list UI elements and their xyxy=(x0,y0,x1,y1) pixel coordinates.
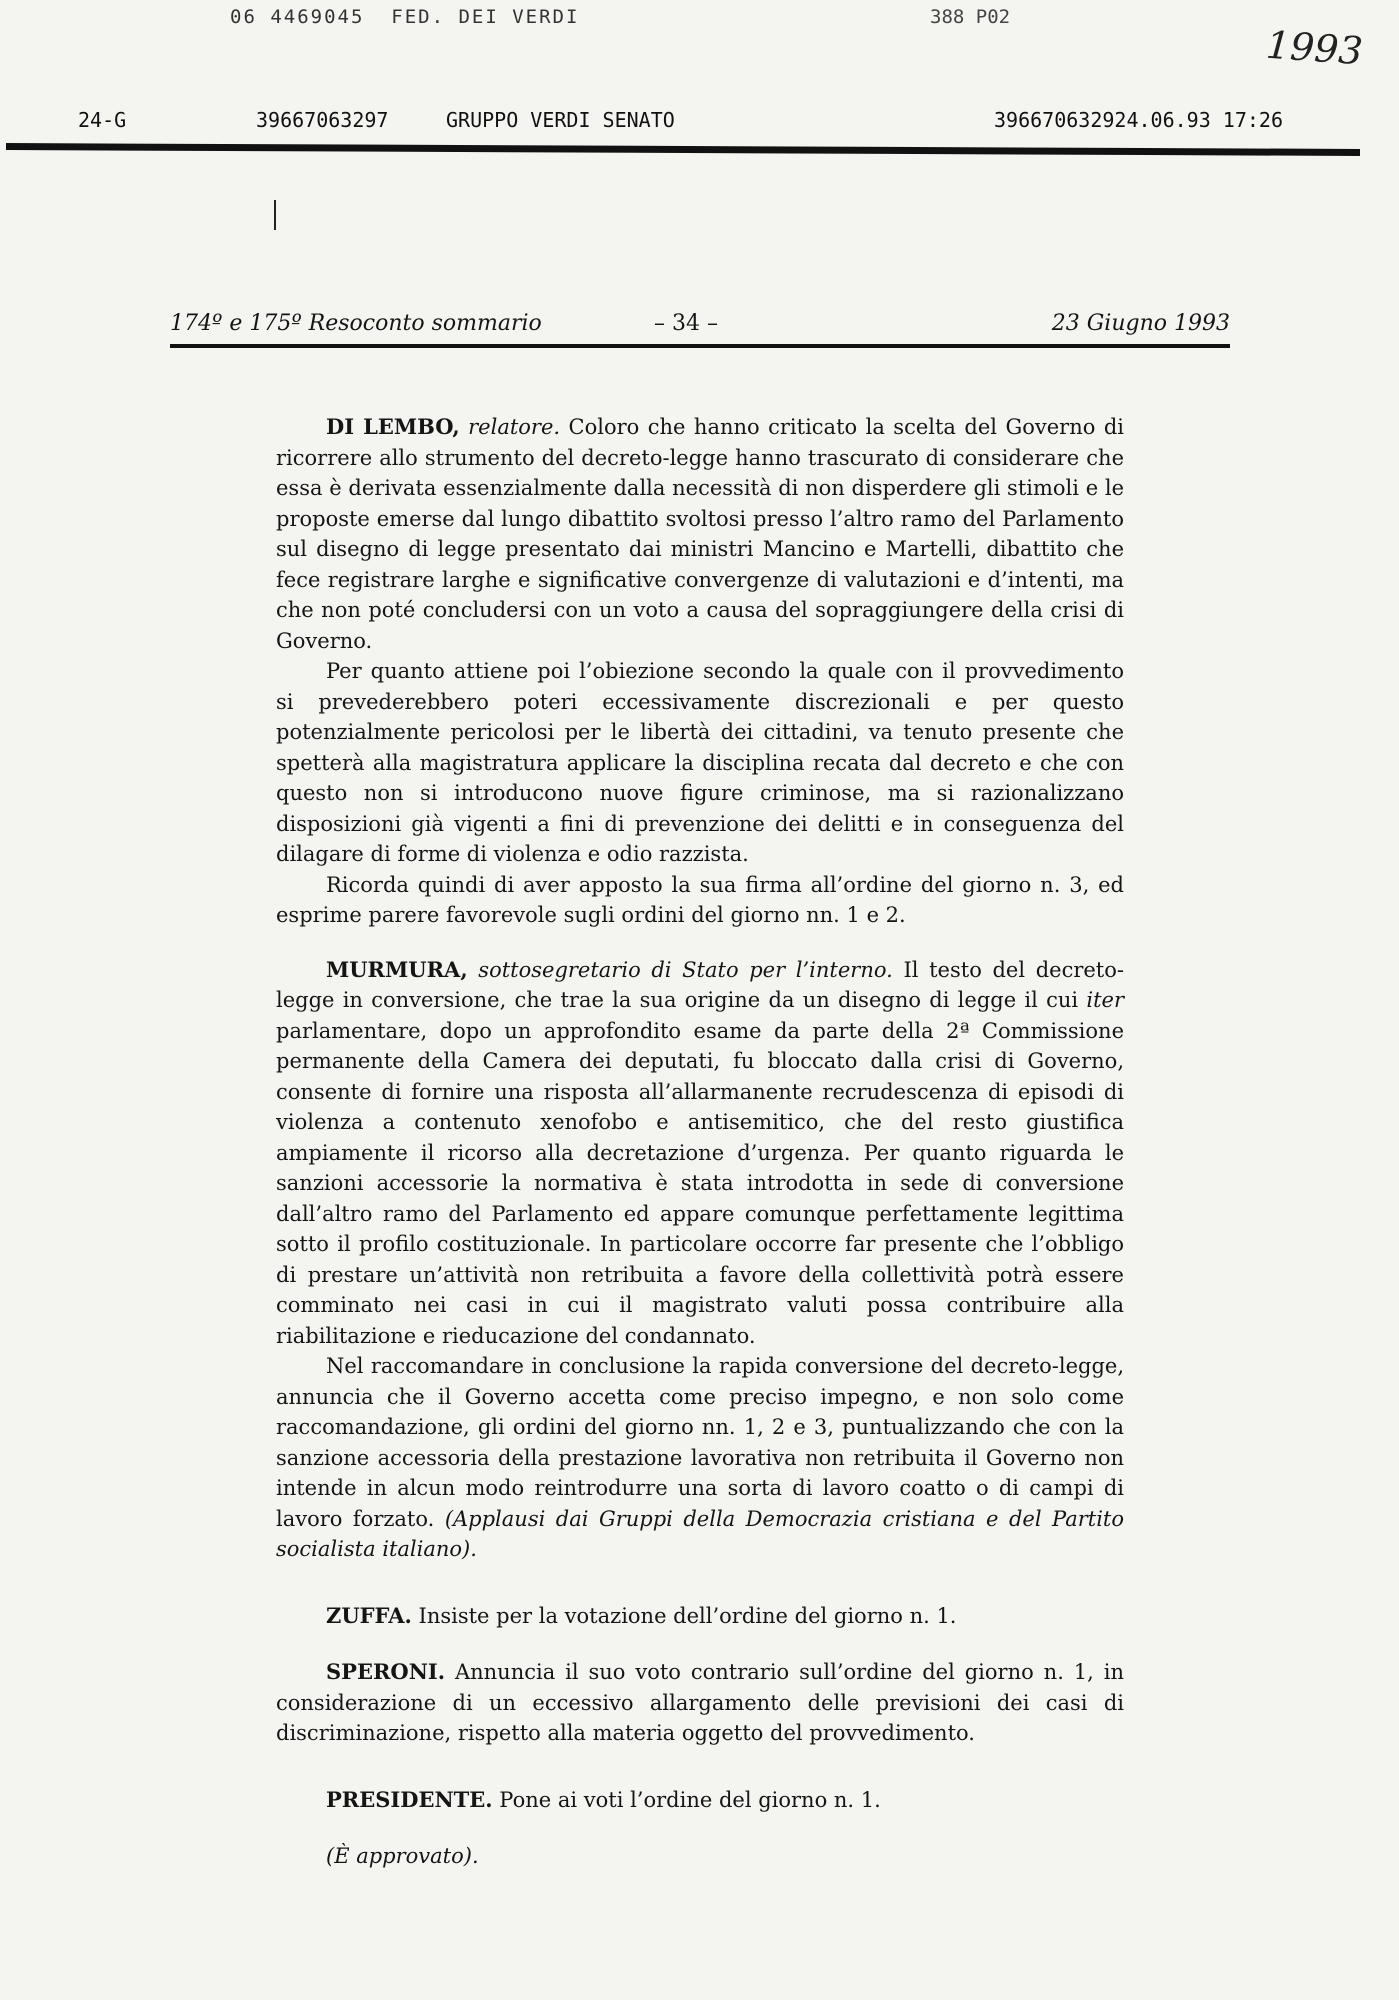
fax-top-line: 06 4469045 FED. DEI VERDI xyxy=(230,6,580,28)
body-text xyxy=(276,412,1124,1872)
page-number: – 34 – xyxy=(654,311,718,336)
speaker-name: DI LEMBO, xyxy=(326,414,460,439)
fax-top-right: 388 P02 xyxy=(930,6,1011,28)
margin-tick xyxy=(274,200,276,230)
speaker-name: MURMURA, xyxy=(326,956,468,982)
fax-header xyxy=(0,108,1399,138)
paragraph-zuffa xyxy=(276,1601,1124,1632)
speaker-name: PRESIDENTE. xyxy=(326,1786,493,1812)
paragraph-murmura-2 xyxy=(276,1351,1124,1565)
speaker-name: ZUFFA. xyxy=(326,1602,412,1628)
approval-text: (È approvato). xyxy=(326,1844,479,1868)
fax-sender-name: GRUPPO VERDI SENATO xyxy=(446,108,675,132)
paragraph-murmura xyxy=(276,955,1124,1352)
italic-term: iter xyxy=(1086,988,1124,1012)
paragraph-text: Ricorda quindi di aver apposto la sua firma all’ordine del giorno n. 3, ed esprime parere favorevole sugli ordini del giorno nn. 1 e 2. xyxy=(276,872,1124,927)
fax-sender-number: 39667063297 xyxy=(256,108,389,132)
paragraph-di-lembo xyxy=(276,412,1124,656)
paragraph-text: Pone ai voti l’ordine del giorno n. 1. xyxy=(499,1787,881,1812)
paragraph-text: Nel raccomandare in conclusione la rapida conversione del decreto-legge, annuncia che il Governo accetta come preciso impegno, e non solo come raccomandazione, gli ordini del giorno nn. 1, 2 e 3, puntualizzando che con la sanzione accessoria della prestazione lavorativa non retribuita il Governo non intende in alcun modo reintrodurre una sorta di lavoro coatto o di campi di lavoro forzato. xyxy=(276,1354,1124,1531)
paragraph-di-lembo-2 xyxy=(276,656,1124,870)
paragraph-presidente xyxy=(276,1785,1124,1816)
paragraph-text: Coloro che hanno criticato la scelta del Governo di ricorrere allo strumento del decreto-legge hanno trascurato di considerare che essa è derivata essenzialmente dalla necessità di non disperdere gli stimoli e le proposte emerse dal lungo dibattito svoltosi presso l’altro ramo del Parlamento sul disegno di legge presentato dai ministri Mancino e Martelli, dibattito che fece registrare larghe e significative convergenze di valutazioni e d’intenti, ma che non poté concludersi con un voto a causa del sopraggiungere della crisi di Governo. xyxy=(276,415,1124,653)
header-rule xyxy=(170,344,1230,348)
paragraph-text: parlamentare, dopo un approfondito esame da parte della 2ª Commissione permanente della Camera dei deputati, fu bloccato dalla crisi di Governo, consente di fornire una risposta all’allarmanente recrudescenza di episodi di violenza a contenuto xenofobo e antisemitico, che del resto giustifica ampiamente il ricorso alla decretazione d’urgenza. Per quanto riguarda le sanzioni accessorie la normativa è stata introdotta in sede di conversione dall’altro ramo del Parlamento ed appare comunque perfettamente legittima sotto il profilo costituzionale. In particolare occorre far presente che l’obbligo di prestare un’attività non retribuita a favore della collettività potrà essere comminato nei casi in cui il magistrato valuti possa contribuire alla riabilitazione e rieducazione del condannato. xyxy=(276,1018,1124,1348)
approval-note xyxy=(276,1841,1124,1872)
paragraph-di-lembo-3 xyxy=(276,870,1124,931)
paragraph-text: Insiste per la votazione dell’ordine del giorno n. 1. xyxy=(418,1603,957,1628)
paragraph-text: Il testo del decreto-legge in conversione, che trae la sua origine da un disegno di legge il cui xyxy=(276,957,1124,1012)
session-date: 23 Giugno 1993 xyxy=(1051,311,1230,336)
fax-page-code: 24-G xyxy=(78,108,127,132)
session-title: 174º e 175º Resoconto sommario xyxy=(170,311,542,336)
fax-header-rule xyxy=(6,143,1360,156)
handwritten-year: 1993 xyxy=(1264,22,1365,74)
paragraph-text: Annuncia il suo voto contrario sull’ordine del giorno n. 1, in considerazione di un eccessivo allargamento delle previsioni dei casi di discriminazione, rispetto alla materia oggetto del provvedimento. xyxy=(276,1660,1124,1745)
speaker-name: SPERONI. xyxy=(326,1659,446,1684)
paragraph-text: Per quanto attiene poi l’obiezione secondo la quale con il provvedimento si prevederebbero poteri eccessivamente discrezionali e per questo potenzialmente pericolosi per le libertà dei cittadini, va tenuto presente che spetterà alla magistratura applicare la disciplina recata dal decreto e che con questo non si introducono nuove figure criminose, ma si razionalizzano disposizioni già vigenti a fini di prevenzione dei delitti e in conseguenza del dilagare di forme di violenza e odio razzista. xyxy=(276,659,1124,866)
applause-note: (Applausi dai Gruppi della Democrazia cristiana e del Partito socialista italiano). xyxy=(276,1506,1124,1561)
fax-timestamp: 396670632924.06.93 17:26 xyxy=(994,108,1283,132)
paragraph-speroni xyxy=(276,1657,1124,1749)
speaker-role: sottosegretario di Stato per l’interno. xyxy=(478,957,893,982)
speaker-role: relatore. xyxy=(468,415,561,439)
